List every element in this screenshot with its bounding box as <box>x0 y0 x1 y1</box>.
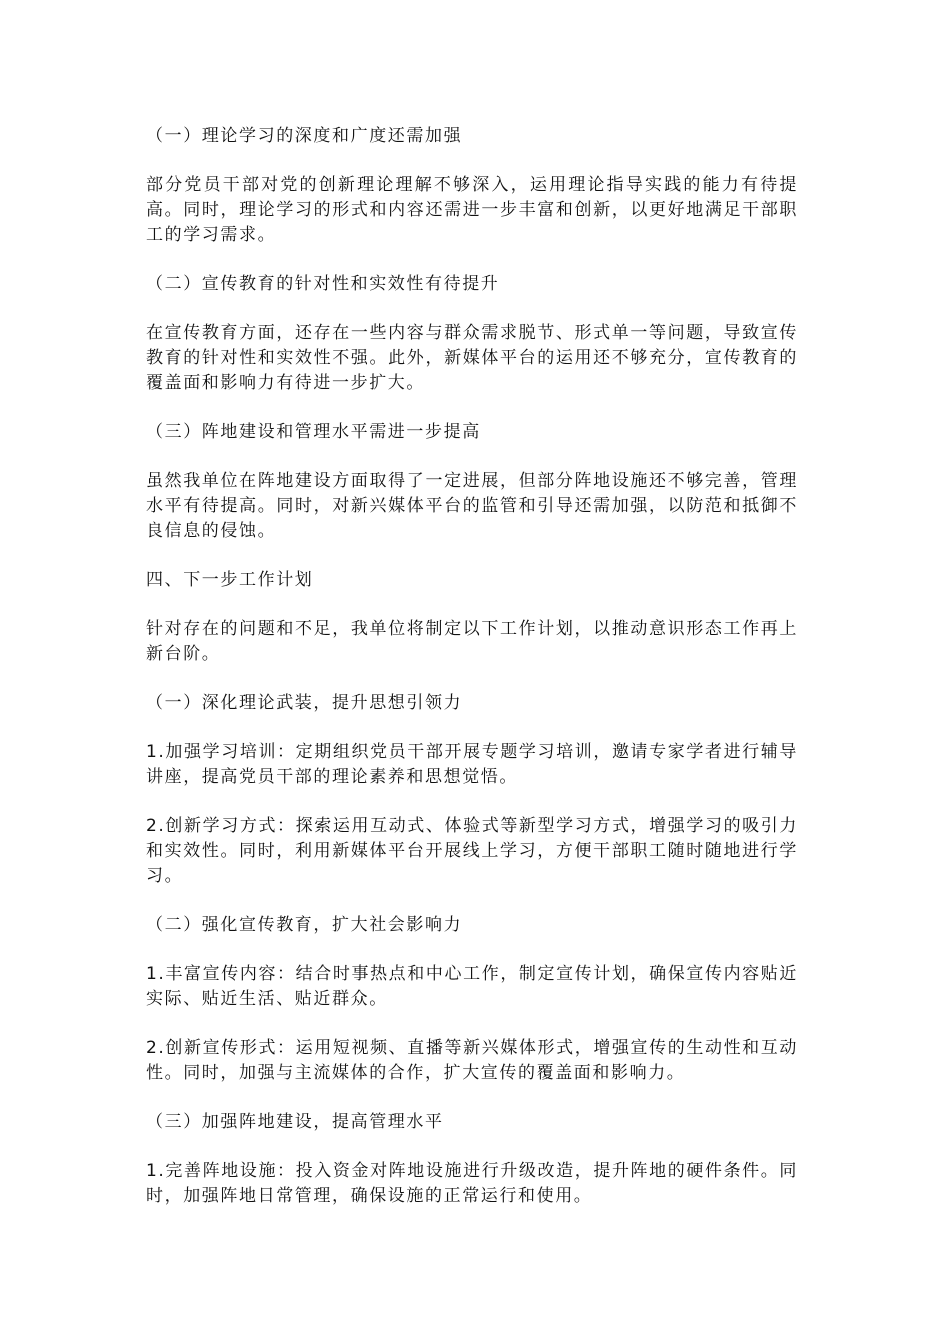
paragraph: 虽然我单位在阵地建设方面取得了一定进展，但部分阵地设施还不够完善，管理水平有待提高。同时，对新兴媒体平台的监管和引导还需加强，以防范和抵御不良信息的侵蚀。 <box>146 471 798 541</box>
list-item: 2.创新宣传形式：运用短视频、直播等新兴媒体形式，增强宣传的生动性和互动性。同时，加强与主流媒体的合作，扩大宣传的覆盖面和影响力。 <box>146 1038 798 1083</box>
subsection-heading-2: （二）强化宣传教育，扩大社会影响力 <box>146 915 463 935</box>
list-item: 1.完善阵地设施：投入资金对阵地设施进行升级改造，提升阵地的硬件条件。同时，加强阵地日常管理，确保设施的正常运行和使用。 <box>146 1161 798 1206</box>
section-heading-1: （一）理论学习的深度和广度还需加强 <box>146 126 463 146</box>
list-item: 1.丰富宣传内容：结合时事热点和中心工作，制定宣传计划，确保宣传内容贴近实际、贴近生活、贴近群众。 <box>146 964 798 1009</box>
section-heading-2: （二）宣传教育的针对性和实效性有待提升 <box>146 274 500 294</box>
paragraph: 针对存在的问题和不足，我单位将制定以下工作计划，以推动意识形态工作再上新台阶。 <box>146 619 798 664</box>
list-item: 1.加强学习培训：定期组织党员干部开展专题学习培训，邀请专家学者进行辅导讲座，提高党员干部的理论素养和思想觉悟。 <box>146 742 798 787</box>
paragraph: 在宣传教育方面，还存在一些内容与群众需求脱节、形式单一等问题，导致宣传教育的针对性和实效性不强。此外，新媒体平台的运用还不够充分，宣传教育的覆盖面和影响力有待进一步扩大。 <box>146 323 798 393</box>
subsection-heading-3: （三）加强阵地建设，提高管理水平 <box>146 1112 444 1132</box>
list-item: 2.创新学习方式：探索运用互动式、体验式等新型学习方式，增强学习的吸引力和实效性。同时，利用新媒体平台开展线上学习，方便干部职工随时随地进行学习。 <box>146 816 798 886</box>
chapter-heading-plan: 四、下一步工作计划 <box>146 570 314 590</box>
document-body <box>146 124 798 1233</box>
section-heading-3: （三）阵地建设和管理水平需进一步提高 <box>146 422 481 442</box>
paragraph: 部分党员干部对党的创新理论理解不够深入，运用理论指导实践的能力有待提高。同时，理论学习的形式和内容还需进一步丰富和创新，以更好地满足干部职工的学习需求。 <box>146 175 798 245</box>
subsection-heading-1: （一）深化理论武装，提升思想引领力 <box>146 693 463 713</box>
